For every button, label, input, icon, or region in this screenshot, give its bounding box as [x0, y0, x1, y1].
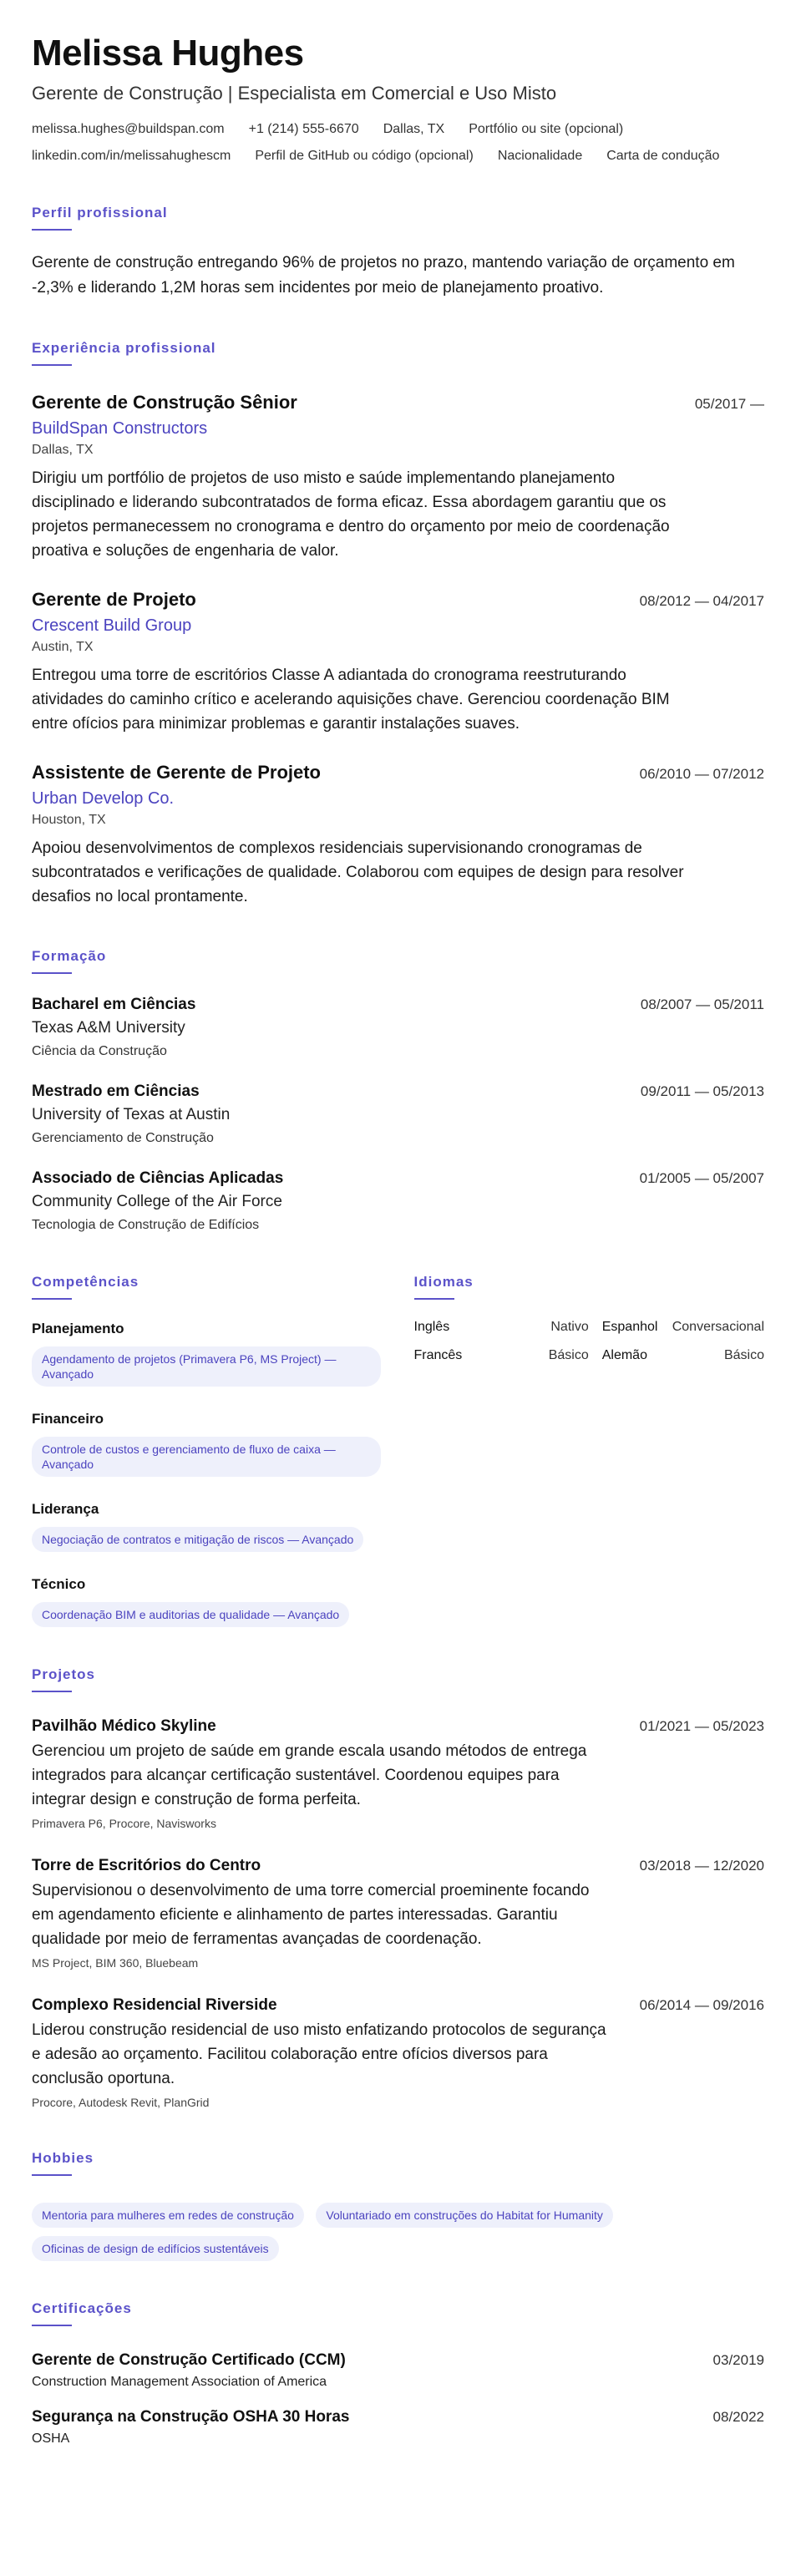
skill-group: [32, 1320, 381, 1387]
field-of-study: Gerenciamento de Construção: [32, 1131, 214, 1145]
school: Texas A&M University: [32, 1019, 185, 1037]
section-divider: [32, 364, 72, 366]
contact-nationality: Nacionalidade: [497, 149, 583, 163]
profile-summary: Gerente de construção entregando 96% de projetos no prazo, mantendo variação de orçamento em -2,3% e liderando 1,2M horas sem incidentes por meio de planejamento proativo.: [32, 254, 735, 297]
contact-location: Dallas, TX: [383, 122, 445, 136]
language-name: Inglês: [413, 1320, 450, 1334]
hobby-pill: Mentoria para mulheres em redes de construção: [32, 2203, 304, 2228]
school: Community College of the Air Force: [32, 1193, 282, 1210]
contact-github[interactable]: Perfil de GitHub ou código (opcional): [255, 149, 474, 163]
candidate-name: Melissa Hughes: [32, 33, 304, 74]
section-divider: [32, 1691, 72, 1692]
section-divider: [32, 1298, 72, 1300]
project-description: Liderou construção residencial de uso misto enfatizando protocolos de segurança e adesão ao orçamento. Facilitou colaboração entre ofícios diversos para conclusão oportuna.: [32, 2021, 606, 2087]
education-item: [32, 1168, 764, 1235]
skill-groups: [32, 1320, 381, 1627]
contact-license: Carta de condução: [606, 149, 720, 163]
contact-linkedin[interactable]: linkedin.com/in/melissahughescm: [32, 149, 231, 163]
skills-section: [32, 1273, 381, 1627]
skill-category: Planejamento: [32, 1321, 124, 1336]
language-name: Alemão: [601, 1348, 647, 1362]
skill-group: [32, 1500, 381, 1552]
language-name: Espanhol: [601, 1320, 658, 1334]
project-date: 03/2018 — 12/2020: [639, 1858, 764, 1874]
education-section: [32, 947, 764, 1235]
skill-group: [32, 1410, 381, 1477]
certification-date: 03/2019: [712, 2352, 764, 2368]
certification-name: Segurança na Construção OSHA 30 Horas: [32, 2408, 350, 2426]
project-description: Supervisionou o desenvolvimento de uma torre comercial proeminente focando em agendamento eficiente e alinhamento de partes interessadas. Garantiu qualidade por meio de ferramentas avançadas de coordenação.: [32, 1882, 590, 1948]
job-description: Entregou uma torre de escritórios Classe A adiantada do cronograma reestruturando atividades do caminho crítico e acelerando aquisições chave. Gerenciou coordenação BIM entre ofícios para minimizar problemas e garantir instalações suaves.: [32, 667, 670, 733]
certification-date: 08/2022: [712, 2409, 764, 2425]
hobby-list: [32, 2194, 700, 2261]
job-date: 08/2012 — 04/2017: [639, 593, 764, 609]
hobbies-section: [32, 2149, 764, 2261]
project-item: [32, 1995, 764, 2111]
certification-issuer: Construction Management Association of America: [32, 2375, 327, 2389]
headline: Gerente de Construção | Especialista em Comercial e Uso Misto: [32, 83, 557, 104]
education-date: 09/2011 — 05/2013: [640, 1083, 764, 1099]
certification-name: Gerente de Construção Certificado (CCM): [32, 2351, 346, 2369]
project-tech: Procore, Autodesk Revit, PlanGrid: [32, 2096, 210, 2109]
section-divider: [32, 2174, 72, 2176]
section-divider: [414, 1298, 454, 1300]
contact-phone[interactable]: +1 (214) 555-6670: [248, 122, 359, 136]
section-title: Experiência profissional: [32, 340, 216, 356]
field-of-study: Tecnologia de Construção de Edifícios: [32, 1218, 260, 1232]
education-item: [32, 1081, 764, 1148]
skill-group: [32, 1575, 381, 1627]
language-level: Básico: [723, 1348, 764, 1362]
certifications-section: [32, 2300, 764, 2448]
project-date: 01/2021 — 05/2023: [639, 1718, 764, 1734]
languages-section: [414, 1273, 765, 1627]
projects-section: [32, 1666, 764, 2111]
profile-section: [32, 204, 764, 301]
skill-pill: Agendamento de projetos (Primavera P6, MS Project) — Avançado: [32, 1346, 381, 1387]
project-description: Gerenciou um projeto de saúde em grande escala usando métodos de entrega integrados para alcançar certificação sustentável. Coordenou equipes para integrar design e construção de forma perfeita.: [32, 1742, 587, 1808]
contact-email[interactable]: melissa.hughes@buildspan.com: [32, 122, 225, 136]
section-divider: [32, 2325, 72, 2326]
section-title: Formação: [32, 948, 107, 964]
experience-item: [32, 761, 764, 909]
project-tech: Primavera P6, Procore, Navisworks: [32, 1817, 216, 1830]
job-title: Gerente de Construção Sênior: [32, 392, 297, 413]
section-title: Hobbies: [32, 2150, 94, 2166]
certification-item: [32, 2350, 764, 2391]
skill-category: Liderança: [32, 1501, 99, 1517]
job-location: Houston, TX: [32, 813, 106, 827]
language-level: Nativo: [550, 1320, 589, 1334]
job-description: Apoiou desenvolvimentos de complexos residenciais supervisionando cronogramas de subcontratados e verificações de qualidade. Colaborou com equipes de design para resolver desafios no local prontamente.: [32, 839, 684, 905]
language-list: [414, 1320, 765, 1363]
education-date: 08/2007 — 05/2011: [640, 996, 764, 1012]
section-divider: [32, 972, 72, 974]
degree: Mestrado em Ciências: [32, 1083, 200, 1100]
job-title: Gerente de Projeto: [32, 589, 196, 610]
project-title: Complexo Residencial Riverside: [32, 1996, 277, 2014]
job-company: BuildSpan Constructors: [32, 419, 208, 438]
job-location: Dallas, TX: [32, 443, 94, 457]
project-title: Pavilhão Médico Skyline: [32, 1717, 216, 1735]
section-title: Competências: [32, 1274, 139, 1290]
hobby-pill: Voluntariado em construções do Habitat for Humanity: [316, 2203, 613, 2228]
skill-category: Financeiro: [32, 1411, 104, 1427]
project-item: [32, 1716, 764, 1832]
job-description: Dirigiu um portfólio de projetos de uso misto e saúde implementando planejamento disciplinado e liderando subcontratados de forma eficaz. Essa abordagem garantiu que os projetos permanecessem no cronograma e dentro do orçamento por meio de coordenação proativa e soluções de engenharia de valor.: [32, 469, 670, 560]
section-divider: [32, 229, 72, 231]
project-date: 06/2014 — 09/2016: [639, 1997, 764, 2013]
language-name: Francês: [413, 1348, 463, 1362]
job-location: Austin, TX: [32, 640, 94, 654]
section-title: Certificações: [32, 2300, 132, 2316]
job-date: 05/2017 —: [694, 396, 764, 412]
contact-portfolio[interactable]: Portfólio ou site (opcional): [469, 122, 624, 136]
skills-languages-row: [32, 1273, 764, 1627]
language-level: Básico: [548, 1348, 589, 1362]
skill-pill: Negociação de contratos e mitigação de riscos — Avançado: [32, 1527, 363, 1552]
project-title: Torre de Escritórios do Centro: [32, 1857, 261, 1874]
certification-item: [32, 2406, 764, 2448]
section-title: Idiomas: [413, 1274, 474, 1290]
degree: Associado de Ciências Aplicadas: [32, 1169, 284, 1187]
education-item: [32, 994, 764, 1061]
job-date: 06/2010 — 07/2012: [639, 766, 764, 782]
skill-pill: Coordenação BIM e auditorias de qualidade — Avançado: [32, 1602, 349, 1627]
education-date: 01/2005 — 05/2007: [639, 1170, 764, 1186]
section-title: Perfil profissional: [32, 205, 168, 221]
project-item: [32, 1855, 764, 1971]
experience-item: [32, 391, 764, 563]
degree: Bacharel em Ciências: [32, 996, 196, 1013]
certification-issuer: OSHA: [32, 2431, 70, 2446]
school: University of Texas at Austin: [32, 1106, 231, 1123]
section-title: Projetos: [32, 1666, 96, 1682]
job-company: Urban Develop Co.: [32, 789, 175, 808]
skill-category: Técnico: [32, 1576, 86, 1592]
skill-pill: Controle de custos e gerenciamento de fluxo de caixa — Avançado: [32, 1437, 381, 1477]
job-company: Crescent Build Group: [32, 616, 192, 635]
language-level: Conversacional: [672, 1320, 764, 1334]
hobby-pill: Oficinas de design de edifícios sustentáveis: [32, 2236, 279, 2261]
experience-item: [32, 588, 764, 736]
field-of-study: Ciência da Construção: [32, 1044, 167, 1058]
experience-section: [32, 339, 764, 909]
header: [32, 32, 764, 165]
project-tech: MS Project, BIM 360, Bluebeam: [32, 1956, 199, 1970]
contact-list: [32, 120, 764, 165]
job-title: Assistente de Gerente de Projeto: [32, 762, 321, 783]
